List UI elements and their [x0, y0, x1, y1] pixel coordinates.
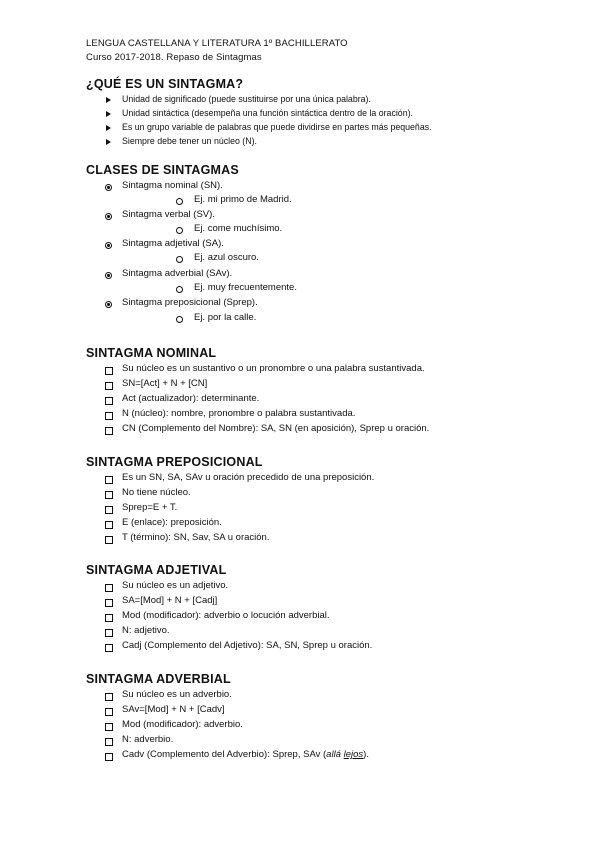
triangle-bullet-icon — [106, 125, 111, 131]
checkbox-bullet-icon — [105, 397, 113, 405]
list-item — [122, 749, 369, 760]
checkbox-bullet-icon — [105, 367, 113, 375]
checkbox-bullet-icon — [105, 723, 113, 731]
checkbox-bullet-icon — [105, 614, 113, 622]
checkbox-bullet-icon — [105, 708, 113, 716]
radio-bullet-icon — [105, 301, 112, 308]
circle-bullet-icon — [176, 316, 183, 323]
word-alla: allá — [326, 749, 341, 760]
checkbox-bullet-icon — [105, 753, 113, 761]
cadv-suffix: ). — [363, 749, 369, 760]
section-title-que-es: ¿QUÉ ES UN SINTAGMA? — [86, 77, 244, 91]
radio-bullet-icon — [105, 272, 112, 279]
checkbox-bullet-icon — [105, 382, 113, 390]
list-item: Mod (modificador): adverbio o locución adverbial. — [122, 610, 330, 621]
list-item: Sintagma verbal (SV). — [122, 209, 215, 220]
checkbox-bullet-icon — [105, 412, 113, 420]
circle-bullet-icon — [176, 256, 183, 263]
checkbox-bullet-icon — [105, 536, 113, 544]
checkbox-bullet-icon — [105, 629, 113, 637]
course-subtitle: Curso 2017-2018. Repaso de Sintagmas — [86, 52, 262, 63]
word-lejos: lejos — [343, 749, 364, 760]
checkbox-bullet-icon — [105, 476, 113, 484]
list-item: CN (Complemento del Nombre): SA, SN (en aposición), Sprep u oración. — [122, 423, 430, 434]
list-item: T (término): SN, Sav, SA u oración. — [122, 532, 270, 543]
list-item: Es un grupo variable de palabras que puede dividirse en partes más pequeñas. — [122, 122, 432, 132]
example-text: Ej. muy frecuentemente. — [194, 282, 297, 293]
list-item: Su núcleo es un sustantivo o un pronombre o una palabra sustantivada. — [122, 363, 425, 374]
example-text: Ej. azul oscuro. — [194, 252, 259, 263]
section-title-adverbial: SINTAGMA ADVERBIAL — [86, 672, 231, 686]
section-title-preposicional: SINTAGMA PREPOSICIONAL — [86, 455, 263, 469]
radio-bullet-icon — [105, 242, 112, 249]
triangle-bullet-icon — [106, 139, 111, 145]
list-item: N: adverbio. — [122, 734, 174, 745]
list-item: Unidad sintáctica (desempeña una función sintáctica dentro de la oración). — [122, 108, 413, 118]
list-item: N: adjetivo. — [122, 625, 170, 636]
checkbox-bullet-icon — [105, 491, 113, 499]
example-text: Ej. come muchísimo. — [194, 223, 283, 234]
checkbox-bullet-icon — [105, 599, 113, 607]
circle-bullet-icon — [176, 227, 183, 234]
list-item: Es un SN, SA, SAv u oración precedido de una preposición. — [122, 472, 375, 483]
list-item: SA=[Mod] + N + [Cadj] — [122, 595, 218, 606]
list-item: Siempre debe tener un núcleo (N). — [122, 136, 257, 146]
circle-bullet-icon — [176, 286, 183, 293]
course-title: LENGUA CASTELLANA Y LITERATURA 1º BACHILLERATO — [86, 38, 348, 49]
radio-bullet-icon — [105, 184, 112, 191]
cadv-prefix: Cadv (Complemento del Adverbio): Sprep, SAv ( — [122, 749, 327, 760]
triangle-bullet-icon — [106, 97, 111, 103]
checkbox-bullet-icon — [105, 644, 113, 652]
checkbox-bullet-icon — [105, 427, 113, 435]
list-item: Act (actualizador): determinante. — [122, 393, 260, 404]
list-item: Sintagma preposicional (Sprep). — [122, 297, 258, 308]
list-item: Sintagma adjetival (SA). — [122, 238, 224, 249]
section-title-clases: CLASES DE SINTAGMAS — [86, 163, 239, 177]
circle-bullet-icon — [176, 198, 183, 205]
list-item: Sintagma adverbial (SAv). — [122, 268, 233, 279]
list-item: Sprep=E + T. — [122, 502, 178, 513]
section-title-nominal: SINTAGMA NOMINAL — [86, 346, 217, 360]
list-item: Sintagma nominal (SN). — [122, 180, 223, 191]
list-item: Cadj (Complemento del Adjetivo): SA, SN, Sprep u oración. — [122, 640, 373, 651]
list-item: N (núcleo): nombre, pronombre o palabra sustantivada. — [122, 408, 356, 419]
list-item: Mod (modificador): adverbio. — [122, 719, 243, 730]
checkbox-bullet-icon — [105, 738, 113, 746]
section-title-adjetival: SINTAGMA ADJETIVAL — [86, 563, 227, 577]
checkbox-bullet-icon — [105, 693, 113, 701]
list-item: Unidad de significado (puede sustituirse por una única palabra). — [122, 94, 371, 104]
example-text: Ej. mi primo de Madrid. — [194, 194, 292, 205]
list-item: No tiene núcleo. — [122, 487, 191, 498]
example-text: Ej. por la calle. — [194, 312, 257, 323]
list-item: SAv=[Mod] + N + [Cadv] — [122, 704, 225, 715]
checkbox-bullet-icon — [105, 584, 113, 592]
checkbox-bullet-icon — [105, 521, 113, 529]
radio-bullet-icon — [105, 213, 112, 220]
list-item: Su núcleo es un adverbio. — [122, 689, 232, 700]
checkbox-bullet-icon — [105, 506, 113, 514]
list-item: SN=[Act] + N + [CN] — [122, 378, 208, 389]
list-item: Su núcleo es un adjetivo. — [122, 580, 229, 591]
list-item: E (enlace): preposición. — [122, 517, 222, 528]
triangle-bullet-icon — [106, 111, 111, 117]
